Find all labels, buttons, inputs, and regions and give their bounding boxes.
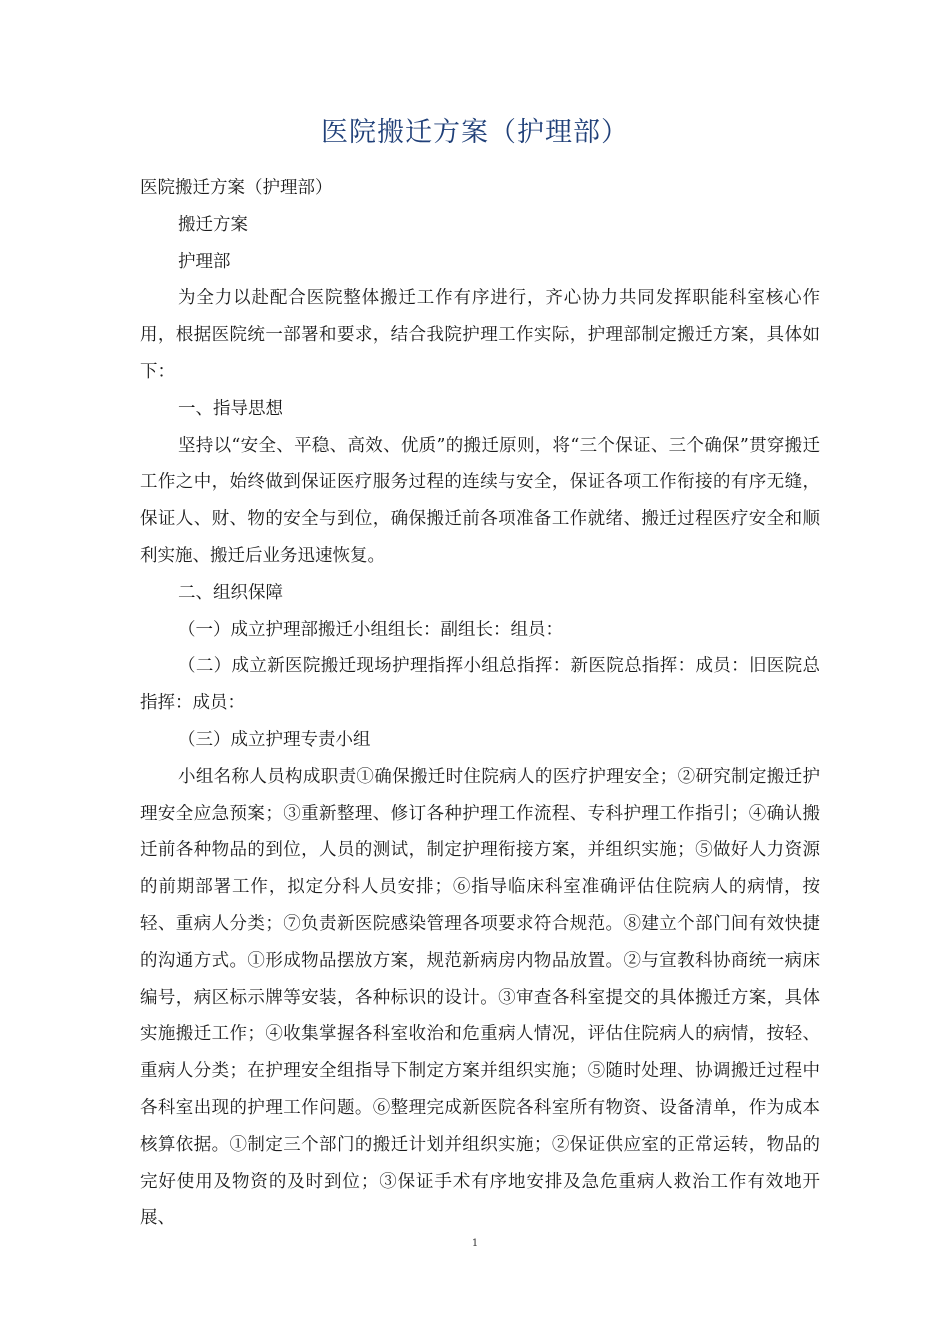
paragraph-department-label: 护理部	[178, 251, 231, 272]
paragraph-org-item-2: （二）成立新医院搬迁现场护理指挥小组总指挥：新医院总指挥：成员：旧医院总指挥：成员：	[140, 656, 820, 714]
section-heading-guiding-principle: 一、指导思想	[178, 398, 283, 419]
page-number: 1	[471, 1238, 479, 1249]
paragraph-team-duties: 小组名称人员构成职责①确保搬迁时住院病人的医疗护理安全；②研究制定搬迁护理安全应急预案；③重新整理、修订各种护理工作流程、专科护理工作指引；④确认搬迁前各种物品的到位，人员的测试，制定护理衔接方案，并组织实施；⑤做好人力资源的前期部署工作，拟定分科人员安排；⑥指导临床科室准确评估住院病人的病情，按轻、重病人分类；⑦负责新医院感染管理各项要求符合规范。⑧建立个部门间有效快捷的沟通方式。①形成物品摆放方案，规范新病房内物品放置。②与宣教科协商统一病床编号，病区标示牌等安装，各种标识的设计。③审查各科室提交的具体搬迁方案，具体实施搬迁工作；④收集掌握各科室收治和危重病人情况，评估住院病人的病情，按轻、重病人分类；在护理安全组指导下制定方案并组织实施；⑤随时处理、协调搬迁过程中各科室出现的护理工作问题。⑥整理完成新医院各科室所有物资、设备清单，作为成本核算依据。①制定三个部门的搬迁计划并组织实施；②保证供应室的正常运转，物品的完好使用及物资的及时到位；③保证手术有序地安排及急危重病人救治工作有效地开展、	[140, 766, 820, 1229]
paragraph-guiding-principle: 坚持以“安全、平稳、高效、优质”的搬迁原则，将“三个保证、三个确保”贯穿搬迁工作之中，始终做到保证医疗服务过程的连续与安全，保证各项工作衔接的有序无缝，保证人、财、物的安全与到位，确保搬迁前各项准备工作就绪、搬迁过程医疗安全和顺利实施、搬迁后业务迅速恢复。	[140, 435, 820, 566]
paragraph-intro: 为全力以赴配合医院整体搬迁工作有序进行，齐心协力共同发挥职能科室核心作用，根据医院统一部署和要求，结合我院护理工作实际，护理部制定搬迁方案，具体如下：	[140, 288, 820, 382]
paragraph-org-item-3: （三）成立护理专责小组	[178, 729, 371, 750]
paragraph-heading-repeat: 医院搬迁方案（护理部）	[140, 178, 333, 198]
section-heading-organization: 二、组织保障	[178, 582, 283, 603]
paragraph-org-item-1: （一）成立护理部搬迁小组组长：副组长：组员：	[178, 619, 563, 640]
document-body	[140, 170, 820, 1237]
document-title: 医院搬迁方案（护理部）	[321, 117, 629, 148]
paragraph-plan-label: 搬迁方案	[178, 214, 248, 235]
